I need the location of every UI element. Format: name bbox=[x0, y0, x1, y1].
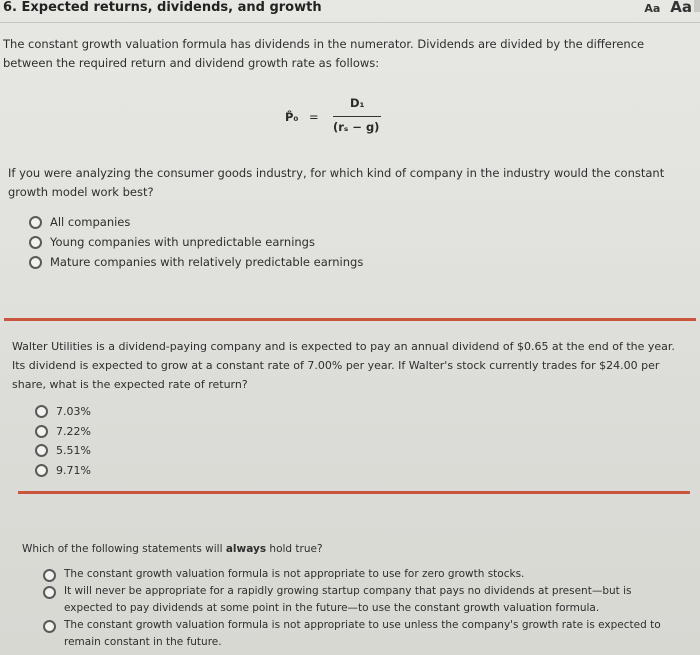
radio-button-icon[interactable] bbox=[29, 256, 42, 269]
option-label: 5.51% bbox=[56, 444, 91, 458]
radio-button-icon[interactable] bbox=[35, 464, 48, 477]
formula-equals: = bbox=[309, 110, 319, 124]
option-label: 7.03% bbox=[56, 405, 91, 419]
section-divider bbox=[18, 491, 690, 494]
option-label: 9.71% bbox=[56, 463, 91, 477]
formula-denominator: (rₛ − g) bbox=[333, 120, 380, 134]
font-increase-button[interactable]: Aa bbox=[670, 0, 692, 16]
question2-option[interactable] bbox=[35, 461, 91, 481]
option-label: The constant growth valuation formula is not appropriate to use for zero growth stocks. bbox=[64, 568, 525, 580]
radio-button-icon[interactable] bbox=[35, 444, 48, 457]
formula-numerator: D₁ bbox=[350, 96, 365, 110]
radio-button-icon[interactable] bbox=[29, 216, 42, 229]
question1-options bbox=[29, 212, 363, 272]
question3-prompt bbox=[22, 541, 682, 557]
option-label: 7.22% bbox=[56, 424, 91, 438]
intro-text: The constant growth valuation formula has dividends in the numerator. Dividends are divided by the difference between the required return and dividend growth rate as follows: bbox=[3, 37, 645, 70]
radio-button-icon[interactable] bbox=[43, 620, 56, 633]
question1-option[interactable] bbox=[29, 252, 363, 272]
question3-option[interactable] bbox=[43, 583, 683, 617]
radio-button-icon[interactable] bbox=[35, 405, 48, 418]
question2-option[interactable] bbox=[35, 422, 91, 442]
question2-option[interactable] bbox=[35, 402, 91, 422]
option-label: The constant growth valuation formula is not appropriate to use unless the company's growth rate is expected to remain constant in the future. bbox=[64, 619, 661, 648]
radio-button-icon[interactable] bbox=[43, 586, 56, 599]
section-divider bbox=[4, 318, 696, 321]
fraction-bar bbox=[333, 116, 381, 117]
growth-formula bbox=[285, 96, 425, 146]
question3-prompt-end: hold true? bbox=[266, 543, 323, 555]
question2-prompt: Walter Utilities is a dividend-paying company and is expected to pay an annual dividend of $0.65 at the end of the year. Its dividend is expected to grow at a constant rate of 7.00% per year. If Walter's stock currently trades for $24.00 per share, what is the expected rate of return? bbox=[12, 340, 675, 391]
question2-option[interactable] bbox=[35, 441, 91, 461]
page-title: 6. Expected returns, dividends, and growth bbox=[3, 0, 322, 15]
option-label: Mature companies with relatively predictable earnings bbox=[50, 255, 364, 269]
scrollbar-thumb[interactable] bbox=[694, 0, 700, 12]
formula-lhs: P̂₀ bbox=[285, 110, 299, 124]
option-label: It will never be appropriate for a rapidly growing startup company that pays no dividends at present—but is expected to pay dividends at some point in the future—to use the constant growth valuation formula. bbox=[64, 585, 632, 614]
font-size-controls bbox=[644, 0, 692, 16]
question1-option[interactable] bbox=[29, 212, 363, 232]
question3-prompt-start: Which of the following statements will bbox=[22, 543, 226, 555]
radio-button-icon[interactable] bbox=[29, 236, 42, 249]
question3-option[interactable] bbox=[43, 617, 683, 651]
question3-option[interactable] bbox=[43, 566, 683, 583]
question3-options bbox=[43, 566, 683, 651]
header-divider bbox=[0, 22, 700, 23]
radio-button-icon[interactable] bbox=[43, 569, 56, 582]
question1-prompt: If you were analyzing the consumer goods industry, for which kind of company in the industry would the constant growth model work best? bbox=[8, 166, 665, 199]
question1-option[interactable] bbox=[29, 232, 363, 252]
radio-button-icon[interactable] bbox=[35, 425, 48, 438]
option-label: Young companies with unpredictable earnings bbox=[50, 235, 315, 249]
question3-prompt-emphasis: always bbox=[225, 543, 267, 555]
option-label: All companies bbox=[50, 215, 131, 229]
font-decrease-button[interactable]: Aa bbox=[644, 2, 661, 15]
question2-options bbox=[35, 402, 91, 480]
